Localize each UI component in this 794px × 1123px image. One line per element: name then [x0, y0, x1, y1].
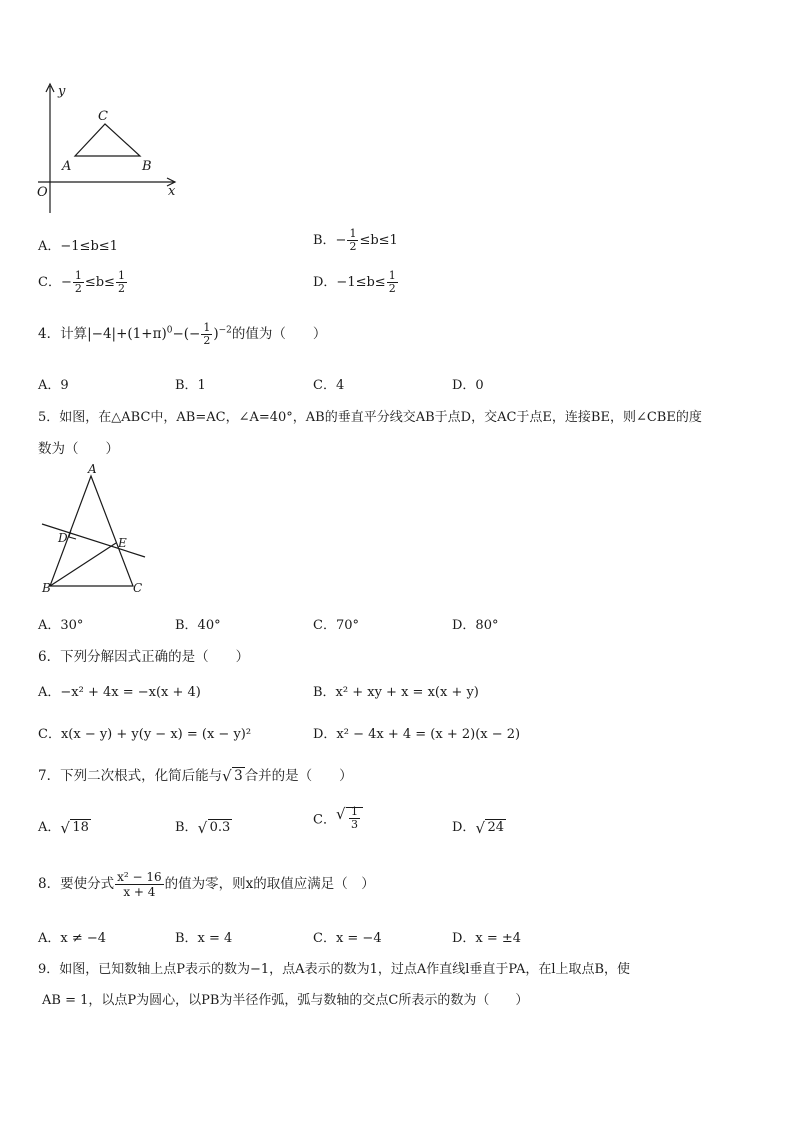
q7-text-b: 合并的是（ ）: [244, 768, 353, 784]
q7-option-d[interactable]: [452, 816, 506, 835]
q5-option-b[interactable]: B．40°: [175, 618, 221, 633]
q8-option-b[interactable]: B．x = 4: [175, 931, 233, 946]
q5-line2: 数为（ ）: [38, 441, 119, 457]
q6-option-c[interactable]: C．x(x − y) + y(y − x) = (x − y)²: [38, 727, 252, 742]
triangle-figure: [38, 462, 158, 597]
q9-line1: 9．如图，已知数轴上点P表示的数为−1，点A表示的数为1，过点A作直线l垂直于PA，在l上取点B，使: [38, 962, 631, 977]
q7-option-a[interactable]: [38, 816, 91, 835]
q7-option-b[interactable]: [175, 816, 232, 835]
q3-b-prefix: B．−: [313, 233, 347, 248]
point-c-label: C: [98, 109, 108, 124]
q7-d-label: D．: [452, 820, 476, 835]
axis-x-label: x: [168, 184, 176, 199]
q3-d-frac: $\frac{1}{2}$: [388, 269, 396, 295]
q7-a-sqrt: √ 18: [60, 820, 91, 835]
axis-y-label: y: [58, 84, 66, 99]
q6-option-d[interactable]: D．x² − 4x + 4 = (x + 2)(x − 2): [313, 727, 521, 742]
q6-question: 6．下列分解因式正确的是（ ）: [38, 649, 250, 665]
q4-sup-neg2: −2: [218, 325, 232, 336]
q9-line2: AB = 1，以点P为圆心，以PB为半径作弧，弧与数轴的交点C所表示的数为（ ）: [42, 993, 529, 1008]
origin-label: O: [37, 185, 48, 200]
q3-c-mid: ≤b≤: [84, 275, 115, 290]
q3-option-a-text: A．−1≤b≤1: [38, 239, 118, 254]
coordinate-figure: [30, 78, 190, 218]
q4-option-b[interactable]: B．1: [175, 378, 206, 393]
q4-text-b: −(−: [172, 326, 201, 342]
q5-label-a: A: [88, 462, 97, 476]
q7-sqrt: √ 3: [222, 768, 245, 784]
q7-c-frac: √ $\frac{1}{3}$: [350, 805, 358, 831]
q5-label-c: C: [133, 581, 143, 595]
q3-option-c[interactable]: [38, 270, 128, 295]
q4-text-d: 的值为（ ）: [231, 326, 327, 342]
q7-d-sqrt: √ 24: [475, 820, 506, 835]
q3-option-b[interactable]: [313, 228, 398, 253]
q7-option-c[interactable]: [313, 806, 363, 831]
q7-c-label: C．: [313, 812, 336, 828]
q8-question: [38, 870, 375, 899]
q5-label-b: B: [42, 581, 51, 595]
q5-label-d: D: [58, 531, 68, 545]
q8-text-b: 的值为零，则x的取值应满足（ ）: [164, 876, 375, 892]
q3-b-suffix: ≤b≤1: [359, 233, 398, 248]
point-a-label: A: [62, 159, 72, 174]
q8-frac: $\frac{\text{x² − 16}}{x + 4}$: [117, 870, 162, 899]
q4-sup-zero: 0: [166, 325, 173, 336]
q8-option-a[interactable]: A．x ≠ −4: [38, 931, 107, 946]
q7-text-a: 7．下列二次根式，化简后能与: [38, 768, 223, 784]
q5-option-a[interactable]: A．30°: [38, 618, 84, 633]
q7-a-label: A．: [38, 820, 61, 835]
q3-d-prefix: D．−1≤b≤: [313, 275, 386, 290]
q4-option-a[interactable]: A．9: [38, 378, 69, 393]
q4-frac: $\frac{1}{2}$: [203, 321, 211, 347]
q3-option-a[interactable]: [38, 235, 118, 254]
q7-question: [38, 764, 353, 784]
q4-text-c: ): [213, 326, 219, 342]
q8-option-d[interactable]: D．x = ±4: [452, 931, 522, 946]
q5-line1: 5．如图，在△ABC中，AB=AC，∠A=40°，AB的垂直平分线交AB于点D，交AC于点E，连接BE，则∠CBE的度: [38, 410, 702, 425]
q3-c-frac1: $\frac{1}{2}$: [74, 269, 82, 295]
q6-option-b[interactable]: B．x² + xy + x = x(x + y): [313, 685, 479, 700]
q5-option-d[interactable]: D．80°: [452, 618, 499, 633]
point-b-label: B: [142, 159, 152, 174]
q4-question: [38, 322, 326, 347]
q8-text-a: 8．要使分式: [38, 876, 115, 892]
q5-option-c[interactable]: C．70°: [313, 618, 359, 633]
q4-option-d[interactable]: D．0: [452, 378, 484, 393]
q7-c-sqrt: [336, 806, 363, 831]
q4-text-a: 4．计算|−4|+(1+π): [38, 326, 167, 342]
q3-b-frac: $\frac{1}{2}$: [349, 227, 357, 253]
q3-c-prefix: C．−: [38, 275, 72, 290]
q7-b-sqrt: √ 0.3: [198, 820, 233, 835]
q3-c-frac2: $\frac{1}{2}$: [117, 269, 125, 295]
q8-option-c[interactable]: C．x = −4: [313, 931, 382, 946]
q7-b-label: B．: [175, 820, 198, 835]
q5-label-e: E: [118, 536, 127, 550]
q4-option-c[interactable]: C．4: [313, 378, 345, 393]
q6-option-a[interactable]: A．−x² + 4x = −x(x + 4): [38, 685, 201, 700]
q3-option-d[interactable]: [313, 270, 399, 295]
